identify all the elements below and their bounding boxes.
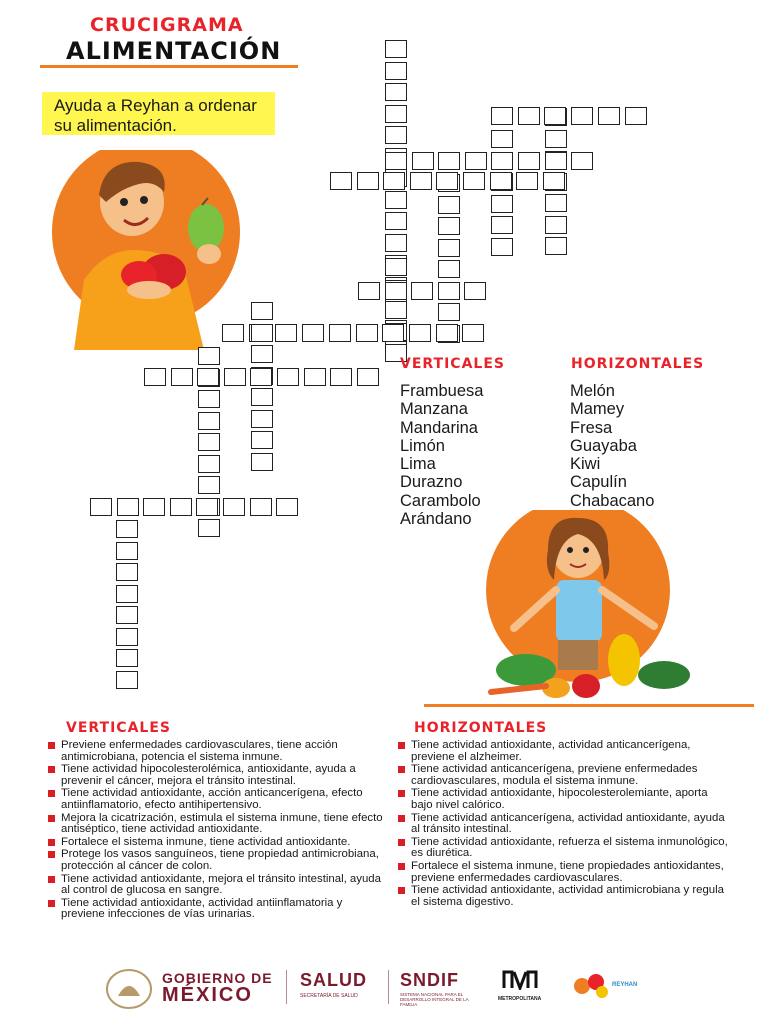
footer-divider — [286, 970, 287, 1004]
crossword-cell[interactable] — [143, 498, 165, 516]
crossword-cell[interactable] — [385, 83, 407, 101]
clue-horizontal: Tiene actividad anticancerígena, actividad antioxidante, ayuda al tránsito intestinal. — [398, 813, 728, 836]
word-list-verticales — [400, 382, 483, 528]
crossword-cell[interactable] — [223, 498, 245, 516]
crossword-cell[interactable] — [491, 107, 513, 125]
clue-horizontal: Fortalece el sistema inmune, tiene propiedades antioxidantes, previene enfermedades cardiovasculares. — [398, 861, 728, 884]
crossword-cell[interactable] — [251, 453, 273, 471]
clues-verticales-heading: VERTICALES — [66, 720, 171, 736]
gobierno-logo-line2: MÉXICO — [162, 984, 253, 1006]
crossword-cell[interactable] — [251, 302, 273, 320]
crossword-cell[interactable] — [224, 368, 246, 386]
clue-vertical: Previene enfermedades cardiovasculares, tiene acción antimicrobiana, potencia el sistema inmune. — [48, 740, 388, 763]
crossword-cell[interactable] — [197, 368, 219, 386]
word-vertical: Carambolo — [400, 491, 481, 510]
crossword-cell[interactable] — [438, 260, 460, 278]
crossword-cell[interactable] — [464, 282, 486, 300]
crossword-cell[interactable] — [357, 368, 379, 386]
crossword-cell[interactable] — [356, 324, 378, 342]
word-horizontal: Chabacano — [570, 491, 655, 510]
crossword-cell[interactable] — [491, 152, 513, 170]
salud-logo: SALUD — [300, 970, 367, 990]
crossword-cell[interactable] — [116, 606, 138, 624]
crossword-cell[interactable] — [544, 107, 566, 125]
crossword-cell[interactable] — [116, 628, 138, 646]
crossword-cell[interactable] — [385, 258, 407, 276]
clue-vertical: Tiene actividad antioxidante, acción anticancerígena, efecto antiinflamatorio, efecto antihipertensivo. — [48, 788, 388, 811]
word-vertical: Arándano — [400, 510, 472, 529]
crossword-cell[interactable] — [116, 563, 138, 581]
crossword-cell[interactable] — [171, 368, 193, 386]
crossword-cell[interactable] — [545, 152, 567, 170]
crossword-cell[interactable] — [516, 172, 538, 190]
uam-logo-text: METROPOLITANA — [498, 996, 542, 1002]
clue-vertical: Tiene actividad hipocolesterolémica, antioxidante, ayuda a prevenir el cáncer, mejora el tránsito intestinal. — [48, 764, 388, 787]
crossword-cell[interactable] — [545, 216, 567, 234]
clues-verticales-list — [48, 740, 388, 922]
crossword-cell[interactable] — [198, 347, 220, 365]
crossword-cell[interactable] — [438, 196, 460, 214]
crossword-cell[interactable] — [543, 172, 565, 190]
crossword-cell[interactable] — [358, 282, 380, 300]
crossword-cell[interactable] — [116, 585, 138, 603]
word-horizontal: Guayaba — [570, 436, 637, 455]
crossword-cell[interactable] — [196, 498, 218, 516]
title-crucigrama: CRUCIGRAMA — [90, 14, 244, 36]
crossword-cell[interactable] — [598, 107, 620, 125]
sndif-logo: SNDIF — [400, 970, 459, 990]
crossword-cell[interactable] — [251, 431, 273, 449]
word-list-verticales-heading: VERTICALES — [400, 356, 505, 372]
crossword-cell[interactable] — [330, 172, 352, 190]
crossword-cell[interactable] — [251, 345, 273, 363]
crossword-cell[interactable] — [116, 649, 138, 667]
crossword-cell[interactable] — [463, 172, 485, 190]
crossword-cell[interactable] — [545, 130, 567, 148]
crossword-cell[interactable] — [436, 172, 458, 190]
title-alimentacion: ALIMENTACIÓN — [66, 37, 282, 65]
crossword-cell[interactable] — [438, 239, 460, 257]
crossword-cell[interactable] — [330, 368, 352, 386]
sndif-subtitle: SISTEMA NACIONAL PARA EL DESARROLLO INTEGRAL DE LA FAMILIA — [400, 992, 469, 1007]
crossword-cell[interactable] — [385, 282, 407, 300]
crossword-cell[interactable] — [518, 107, 540, 125]
word-horizontal: Mamey — [570, 400, 625, 419]
crossword-cell[interactable] — [117, 498, 139, 516]
crossword-cell[interactable] — [250, 368, 272, 386]
crossword-cell[interactable] — [198, 476, 220, 494]
crossword-cell[interactable] — [198, 455, 220, 473]
crossword-cell[interactable] — [571, 107, 593, 125]
crossword-cell[interactable] — [410, 172, 432, 190]
crossword-cell[interactable] — [198, 433, 220, 451]
crossword-cell[interactable] — [491, 130, 513, 148]
word-horizontal: Melón — [570, 382, 615, 400]
crossword-cell[interactable] — [170, 498, 192, 516]
word-horizontal: Kiwi — [570, 455, 601, 474]
salud-subtitle: SECRETARÍA DE SALUD — [300, 993, 358, 999]
crossword-cell[interactable] — [490, 172, 512, 190]
crossword-cell[interactable] — [438, 217, 460, 235]
crossword-cell[interactable] — [438, 282, 460, 300]
clue-horizontal: Tiene actividad antioxidante, hipocolesterolemiante, aporta bajo nivel calórico. — [398, 788, 728, 811]
crossword-cell[interactable] — [251, 388, 273, 406]
clue-vertical: Tiene actividad antioxidante, actividad antiinflamatoria y previene infecciones de vías urinarias. — [48, 898, 388, 921]
crossword-cell[interactable] — [491, 216, 513, 234]
crossword-cell[interactable] — [385, 105, 407, 123]
clue-vertical: Tiene actividad antioxidante, mejora el tránsito intestinal, ayuda al control de glucosa en sangre. — [48, 874, 388, 897]
crossword-cell[interactable] — [250, 498, 272, 516]
clues-horizontales-heading: HORIZONTALES — [414, 720, 548, 736]
uam-logo-icon — [500, 968, 540, 990]
crossword-cell[interactable] — [251, 410, 273, 428]
crossword-cell[interactable] — [518, 152, 540, 170]
word-vertical: Frambuesa — [400, 382, 484, 400]
crossword-cell[interactable] — [251, 324, 273, 342]
crossword-cell[interactable] — [462, 324, 484, 342]
crossword-cell[interactable] — [385, 301, 407, 319]
word-vertical: Manzana — [400, 400, 468, 419]
crossword-cell[interactable] — [385, 212, 407, 230]
crossword-cell[interactable] — [491, 195, 513, 213]
crossword-cell[interactable] — [304, 368, 326, 386]
crossword-cell[interactable] — [329, 324, 351, 342]
crossword-cell[interactable] — [409, 324, 431, 342]
clue-horizontal: Tiene actividad antioxidante, refuerza el sistema inmunológico, es diurética. — [398, 837, 728, 860]
divider-rule — [424, 704, 754, 707]
intro-box: Ayuda a Reyhan a ordenar su alimentación. — [42, 92, 275, 135]
crossword-cell[interactable] — [385, 191, 407, 209]
crossword-cell[interactable] — [198, 390, 220, 408]
word-horizontal: Capulín — [570, 473, 627, 492]
footer-divider — [388, 970, 389, 1004]
clue-horizontal: Tiene actividad antioxidante, actividad antimicrobiana y regula el sistema digestivo. — [398, 885, 728, 908]
crossword-cell[interactable] — [385, 40, 407, 58]
clue-vertical: Fortalece el sistema inmune, tiene actividad antioxidante. — [48, 837, 388, 849]
crossword-cell[interactable] — [438, 303, 460, 321]
crossword-cell[interactable] — [545, 194, 567, 212]
crossword-cell[interactable] — [198, 412, 220, 430]
word-vertical: Limón — [400, 436, 445, 455]
crossword-cell[interactable] — [382, 324, 404, 342]
title-underline — [40, 65, 298, 68]
crossword-cell[interactable] — [385, 126, 407, 144]
crossword-cell[interactable] — [222, 324, 244, 342]
crossword-cell[interactable] — [385, 152, 407, 170]
word-vertical: Lima — [400, 455, 436, 474]
crossword-cell[interactable] — [276, 498, 298, 516]
crossword-cell[interactable] — [357, 172, 379, 190]
word-vertical: Mandarina — [400, 418, 478, 437]
crossword-cell[interactable] — [116, 520, 138, 538]
crossword-cell[interactable] — [411, 282, 433, 300]
crossword-cell[interactable] — [383, 172, 405, 190]
clues-horizontales-list — [398, 740, 728, 909]
crossword-cell[interactable] — [90, 498, 112, 516]
girl-with-fruits-illustration — [486, 510, 696, 702]
clue-vertical: Protege los vasos sanguíneos, tiene propiedad antimicrobiana, protección al cáncer de colon. — [48, 849, 388, 872]
crossword-cell[interactable] — [144, 368, 166, 386]
word-list-horizontales-heading: HORIZONTALES — [571, 356, 705, 372]
boy-illustration — [44, 150, 244, 350]
reyhan-children-logo — [572, 970, 610, 1000]
crossword-cell[interactable] — [625, 107, 647, 125]
clue-vertical: Mejora la cicatrización, estimula el sistema inmune, tiene efecto antiséptico, tiene actividad antioxidante. — [48, 813, 388, 836]
crossword-cell[interactable] — [412, 152, 434, 170]
word-horizontal: Fresa — [570, 418, 613, 437]
crossword-cell[interactable] — [571, 152, 593, 170]
word-list-horizontales — [570, 382, 654, 510]
crossword-cell[interactable] — [438, 152, 460, 170]
crossword-cell[interactable] — [465, 152, 487, 170]
crossword-cell[interactable] — [302, 324, 324, 342]
reyhan-logo-text: REYHAN — [612, 982, 638, 988]
crossword-cell[interactable] — [491, 238, 513, 256]
clue-horizontal: Tiene actividad anticancerígena, previene enfermedades cardiovasculares, modula el sistema inmune. — [398, 764, 728, 787]
crossword-cell[interactable] — [275, 324, 297, 342]
gobierno-logo-line1: GOBIERNO DE — [162, 970, 273, 986]
crossword-cell[interactable] — [277, 368, 299, 386]
word-vertical: Durazno — [400, 473, 463, 492]
mexico-coat-of-arms-logo — [104, 968, 154, 1010]
crossword-cell[interactable] — [198, 519, 220, 537]
crossword-cell[interactable] — [385, 234, 407, 252]
crossword-cell[interactable] — [385, 62, 407, 80]
crossword-cell[interactable] — [116, 671, 138, 689]
clue-horizontal: Tiene actividad antioxidante, actividad anticancerígena, previene el alzheimer. — [398, 740, 728, 763]
crossword-cell[interactable] — [116, 542, 138, 560]
crossword-cell[interactable] — [436, 324, 458, 342]
crossword-cell[interactable] — [545, 237, 567, 255]
